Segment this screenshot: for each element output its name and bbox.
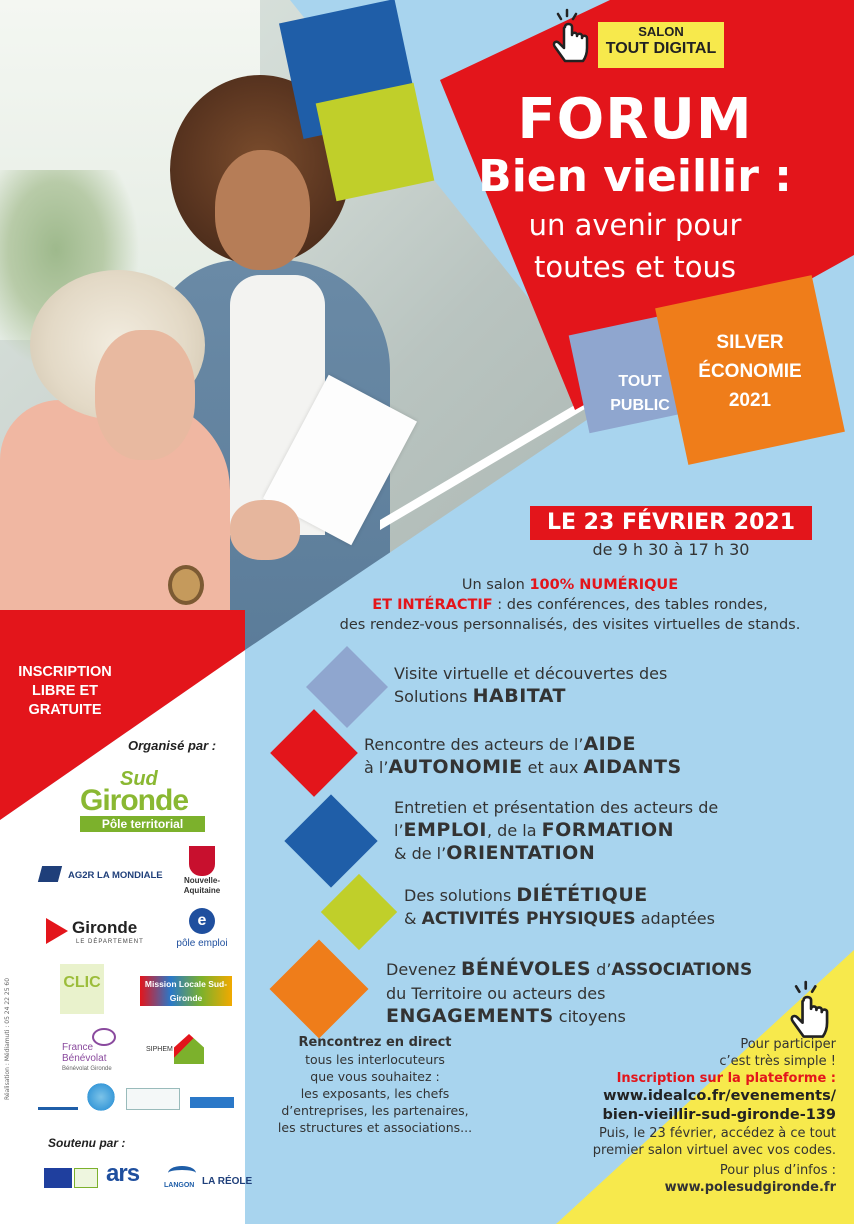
item3-line3a: & de l’ xyxy=(394,844,447,863)
item-aide xyxy=(364,733,682,779)
item-habitat xyxy=(394,662,667,708)
title-avenir: un avenir pour xyxy=(528,208,742,242)
small-logo-reolais xyxy=(190,1086,234,1108)
idealco-url-line1[interactable]: www.idealco.fr/evenements/ xyxy=(603,1088,836,1104)
item1-line2b: HABITAT xyxy=(472,685,566,707)
title-toutes: toutes et tous xyxy=(533,250,737,284)
gironde-departement-logo xyxy=(46,916,156,952)
realisation-credit: Réalisation : Médiamuti : 05 24 22 25 60 xyxy=(4,977,11,1100)
forum-title xyxy=(420,87,850,288)
clic-text: CLIC xyxy=(63,974,101,991)
item1-line2a: Solutions xyxy=(394,687,473,706)
ars-text: ars xyxy=(106,1160,140,1187)
item2-line2d: AIDANTS xyxy=(583,756,682,778)
rencontrez-line: tous les interlocuteurs xyxy=(305,1052,445,1067)
rencontrez-en-direct xyxy=(268,1034,482,1136)
silver-line3: 2021 xyxy=(728,390,772,411)
siphem-icon xyxy=(174,1034,204,1064)
le-departement-text: LE DÉPARTEMENT xyxy=(76,939,144,945)
rencontrez-line: les exposants, les chefs xyxy=(300,1086,450,1101)
event-date: LE 23 FÉVRIER 2021 xyxy=(530,506,812,540)
rencontrez-line: d’entreprises, les partenaires, xyxy=(281,1103,469,1118)
small-logo-sud-gironde xyxy=(38,1082,78,1110)
item5-line3b: citoyens xyxy=(553,1007,626,1026)
salon-badge xyxy=(598,22,724,68)
item3-line3b: ORIENTATION xyxy=(446,842,596,864)
rencontrez-title: Rencontrez en direct xyxy=(298,1035,452,1050)
salon-line1: SALON xyxy=(638,24,684,39)
mission-locale-logo xyxy=(140,976,232,1006)
siphem-text: SIPHEM xyxy=(146,1046,173,1053)
langon-text: LANGON xyxy=(164,1182,195,1189)
intro-highlight2: ET INTÉRACTIF xyxy=(372,597,493,613)
salon-line2: TOUT DIGITAL xyxy=(605,39,717,57)
ag2r-icon xyxy=(38,866,62,882)
participer-l2: c’est très simple ! xyxy=(719,1054,836,1069)
nouvelle-aquitaine-logo xyxy=(170,846,234,902)
ars-logo xyxy=(106,1160,160,1196)
mission-locale-text: Mission Locale Sud-Gironde xyxy=(144,979,228,1003)
item5-line1a: Devenez xyxy=(386,960,461,979)
title-bien-vieillir: Bien vieillir : xyxy=(478,151,792,202)
inscription-l1: INSCRIPTION xyxy=(18,664,112,680)
inscription-l3: GRATUITE xyxy=(28,702,102,718)
inscription-plateforme: Inscription sur la plateforme : xyxy=(616,1071,836,1086)
la-reole-text: LA RÉOLE xyxy=(202,1176,253,1187)
soutenu-par: Soutenu par : xyxy=(48,1136,126,1150)
item-benevoles xyxy=(386,958,752,1028)
item3-line2b: EMPLOI xyxy=(403,819,487,841)
eu-flag-logo xyxy=(44,1168,72,1188)
small-logo-bazadais xyxy=(126,1088,180,1110)
silver-line2: ÉCONOMIE xyxy=(698,361,802,382)
puis-l1: Puis, le 23 février, accédez à ce tout xyxy=(599,1126,836,1141)
event-intro xyxy=(290,575,850,635)
langon-icon xyxy=(168,1166,196,1180)
logo-sud: Sud xyxy=(120,768,158,790)
item3-line2a: l’ xyxy=(394,821,404,840)
item5-line1d: ASSOCIATIONS xyxy=(611,960,753,980)
benevolat-gironde-text: Bénévolat Gironde xyxy=(62,1066,112,1072)
pole-emploi-text: pôle emploi xyxy=(176,938,228,949)
item4-line2c: adaptées xyxy=(635,909,715,928)
item-emploi xyxy=(394,796,718,865)
intro-b: : des conférences, des tables rondes, xyxy=(492,597,768,613)
la-reole-logo xyxy=(202,1170,253,1194)
item3-line2c: , de la xyxy=(487,821,542,840)
idealco-url-line2[interactable]: bien-vieillir-sud-gironde-139 xyxy=(602,1107,836,1123)
gironde-departement-icon xyxy=(46,918,68,944)
item5-line1c: d’ xyxy=(591,960,612,979)
siphem-logo xyxy=(146,1034,236,1068)
gironde-departement-text: Gironde xyxy=(72,918,138,937)
intro-c: des rendez-vous personnalisés, des visites virtuelles de stands. xyxy=(339,617,801,633)
item4-line1a: Des solutions xyxy=(404,886,517,905)
item4-line2b: ACTIVITÉS PHYSIQUES xyxy=(421,909,636,929)
sud-gironde-logo xyxy=(80,768,205,832)
item1-line1: Visite virtuelle et découvertes des xyxy=(394,664,668,683)
item2-line2a: à l’ xyxy=(364,758,389,777)
item2-line2b: AUTONOMIE xyxy=(388,756,523,778)
item2-line1b: AIDE xyxy=(583,733,636,755)
ag2r-logo xyxy=(40,862,163,892)
logo-pole-territorial: Pôle territorial xyxy=(80,816,205,832)
small-logo-communaute xyxy=(84,1082,118,1112)
title-forum: FORUM xyxy=(517,87,753,152)
item4-line1b: DIÉTÉTIQUE xyxy=(516,884,648,906)
participer-l1: Pour participer xyxy=(740,1037,836,1052)
item3-line1: Entretien et présentation des acteurs de xyxy=(394,798,719,817)
item3-line2d: FORMATION xyxy=(541,819,675,841)
item2-line1a: Rencontre des acteurs de l’ xyxy=(364,735,584,754)
silver-economie-text xyxy=(670,328,830,415)
rencontrez-line: que vous souhaitez : xyxy=(310,1069,440,1084)
hand-pointer-icon xyxy=(784,980,836,1044)
tout-public-line1: TOUT xyxy=(618,373,662,390)
puis-l2: premier salon virtuel avec vos codes. xyxy=(592,1143,836,1158)
nouvelle-aquitaine-icon xyxy=(189,846,215,876)
organise-par: Organisé par : xyxy=(128,738,217,753)
item5-line1b: BÉNÉVOLES xyxy=(460,958,592,980)
nouvelle-aquitaine-text: Nouvelle-Aquitaine xyxy=(183,876,221,895)
pole-emploi-icon: e xyxy=(189,908,215,934)
france-benevolat-text: France Bénévolat xyxy=(62,1042,107,1064)
tout-public-line2: PUBLIC xyxy=(610,397,670,414)
hand-pointer-icon xyxy=(548,8,594,68)
item5-line2: du Territoire ou acteurs des xyxy=(386,984,606,1003)
leader-logo xyxy=(74,1168,98,1188)
logo-gironde: Gironde xyxy=(80,784,189,817)
polesudgironde-url[interactable]: www.polesudgironde.fr xyxy=(664,1180,836,1195)
silver-line1: SILVER xyxy=(716,332,784,353)
participer-block xyxy=(560,1036,836,1196)
rencontrez-line: les structures et associations... xyxy=(277,1120,473,1135)
item-dietetique xyxy=(404,884,715,931)
inscription-gratuite xyxy=(0,663,130,720)
langon-logo xyxy=(164,1166,200,1194)
plus-info-label: Pour plus d’infos : xyxy=(719,1163,836,1178)
intro-highlight1: 100% NUMÉRIQUE xyxy=(529,577,679,593)
france-benevolat-logo xyxy=(62,1028,132,1074)
clic-logo xyxy=(60,964,104,1014)
event-hours: de 9 h 30 à 17 h 30 xyxy=(592,540,750,559)
item2-line2c: et aux xyxy=(522,758,584,777)
pole-emploi-logo xyxy=(172,908,232,958)
item4-line2a: & xyxy=(404,909,422,928)
lime-square-top xyxy=(316,83,435,202)
inscription-l2: LIBRE ET xyxy=(31,683,99,699)
ag2r-text: AG2R LA MONDIALE xyxy=(68,870,163,881)
intro-a: Un salon xyxy=(461,577,530,593)
item5-line3a: ENGAGEMENTS xyxy=(386,1005,554,1027)
